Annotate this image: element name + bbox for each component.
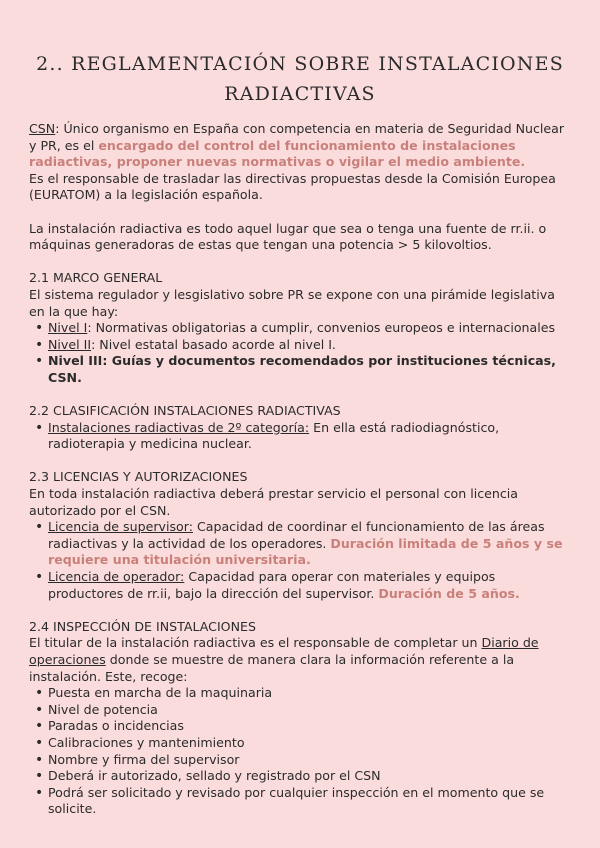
intro-paragraph-1 xyxy=(29,121,574,171)
intro-paragraph-3: La instalación radiactiva es todo aquel lugar que sea o tenga una fuente de rr.ii. o máquinas generadoras de estas que tengan una potencia > 5 kilovoltios. xyxy=(29,220,547,253)
section-2-4-text: El titular de la instalación radiactiva es el responsable de completar un Diario de operaciones donde se muestre de manera clara la información referente a la instalación. Este, recoge: xyxy=(29,635,539,684)
list-item xyxy=(48,353,574,386)
licenses-list xyxy=(29,519,574,602)
list-item: • Licencia de supervisor: Capacidad de coordinar el funcionamiento de las áreas radiactivas y la actividad de los operadores. Duración limitada de 5 años y se requiere una titulación universitaria. xyxy=(48,519,574,569)
legislative-levels-list xyxy=(29,320,574,386)
list-item: • Nivel de potencia xyxy=(48,702,574,719)
section-heading-2-2: 2.2 CLASIFICACIÓN INSTALACIONES RADIACTIVAS xyxy=(29,403,341,419)
level-label: Nivel I xyxy=(48,320,88,336)
list-item: • Nombre y firma del supervisor xyxy=(48,752,574,769)
classification-list xyxy=(29,420,574,453)
list-item: • Licencia de operador: Capacidad para operar con materiales y equipos productores de rr.ii, bajo la dirección del supervisor. Duración de 5 años. xyxy=(48,569,574,602)
section-2-3-text: En toda instalación radiactiva deberá prestar servicio el personal con licencia autorizado por el CSN. xyxy=(29,486,519,518)
operations-diary-list xyxy=(29,685,574,818)
section-2-1-text: El sistema regulador y lesgislativo sobre PR se expone con una pirámide legislativa en la que hay: xyxy=(29,286,555,319)
section-heading-2-3: 2.3 LICENCIAS Y AUTORIZACIONES xyxy=(29,469,248,485)
document-body xyxy=(29,121,574,818)
page-title xyxy=(30,49,570,109)
title-text: REGLAMENTACIÓN SOBRE INSTALACIONES RADIACTIVAS xyxy=(71,53,564,105)
intro-text-1: : Único organismo en España con competencia en materia de Seguridad Nuclear y PR, es el xyxy=(29,121,565,153)
title-number: 2.. xyxy=(36,53,64,75)
section-heading-2-1: 2.1 MARCO GENERAL xyxy=(29,270,163,286)
list-item: • Calibraciones y mantenimiento xyxy=(48,735,574,752)
list-item: • Instalaciones radiactivas de 2º categoría: En ella está radiodiagnóstico, radioterapia y medicina nuclear. xyxy=(48,420,574,453)
list-item: • Podrá ser solicitado y revisado por cualquier inspección en el momento que se solicite. xyxy=(48,785,574,818)
csn-term: CSN xyxy=(29,121,56,136)
list-item: • Nivel II: Nivel estatal basado acorde al nivel I. xyxy=(48,337,574,354)
section-heading-2-4: 2.4 INSPECCIÓN DE INSTALACIONES xyxy=(29,618,256,634)
list-item: • Puesta en marcha de la maquinaria xyxy=(48,685,574,702)
list-item: • Nivel I: Normativas obligatorias a cumplir, convenios europeos e internacionales xyxy=(48,320,574,337)
list-item: • Deberá ir autorizado, sellado y registrado por el CSN xyxy=(48,768,574,785)
intro-highlight: encargado del control del funcionamiento de instalaciones radiactivas, proponer nuevas normativas o vigilar el medio ambiente. xyxy=(29,137,526,170)
intro-paragraph-2: Es el responsable de trasladar las directivas propuestas desde la Comisión Europea (EURATOM) a la legislación española. xyxy=(29,170,556,203)
level-label: Nivel II xyxy=(48,336,92,352)
list-item: • Paradas o incidencias xyxy=(48,718,574,735)
level-label: Nivel III: Guías y documentos recomendados por instituciones técnicas, CSN. xyxy=(48,353,556,385)
